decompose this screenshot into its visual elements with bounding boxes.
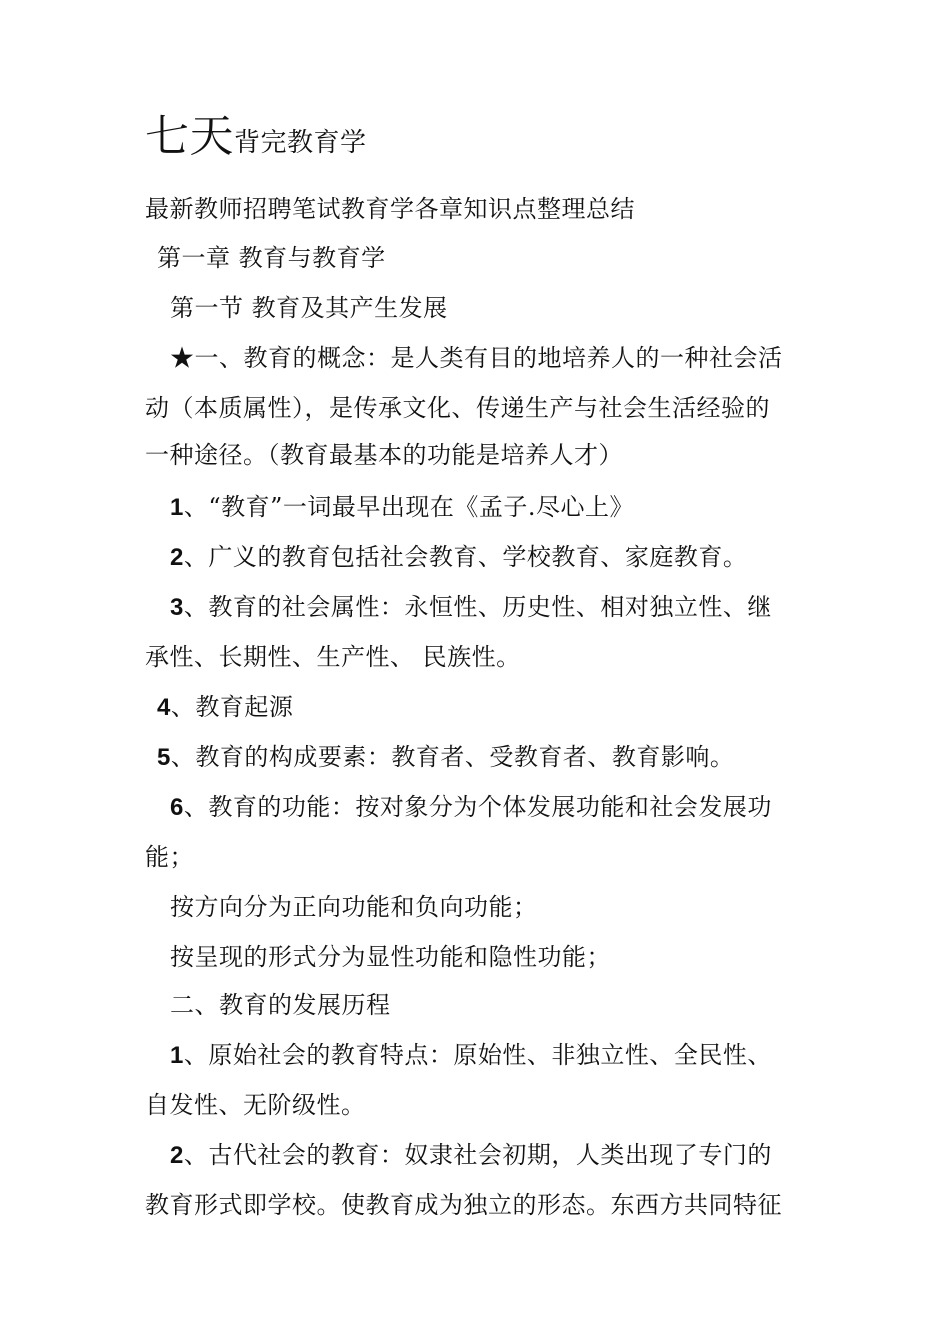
item-text: 、广义的教育包括社会教育、学校教育、家庭教育。 — [183, 543, 748, 571]
list-item-6 — [170, 792, 860, 823]
item-text: 、“教育”一词最早出现在《孟子.尽心上》 — [183, 493, 635, 521]
list-item-6-continuation: 能； — [145, 843, 194, 871]
item-number: 3 — [170, 594, 184, 621]
list-item-3 — [170, 592, 860, 623]
item-text: 、教育起源 — [170, 693, 294, 721]
list-item-4 — [157, 692, 847, 723]
history-heading: 二、教育的发展历程 — [170, 991, 391, 1019]
document-title — [145, 112, 835, 168]
item-number: 1 — [170, 1042, 184, 1069]
section-heading: 第一节 教育及其产生发展 — [170, 294, 448, 322]
item-text: 、教育的社会属性：永恒性、历史性、相对独立性、继 — [183, 593, 772, 621]
item-number: 1 — [170, 494, 184, 521]
item-number: 5 — [157, 744, 171, 771]
item-text: 、教育的功能：按对象分为个体发展功能和社会发展功 — [183, 793, 772, 821]
item-number: 2 — [170, 544, 184, 571]
title-small: 背完教育学 — [234, 128, 367, 158]
chapter-heading: 第一章 教育与教育学 — [157, 244, 386, 272]
function-direction: 按方向分为正向功能和负向功能； — [170, 893, 538, 921]
item-text: 、原始社会的教育特点：原始性、非独立性、全民性、 — [183, 1041, 772, 1069]
title-large: 七天 — [145, 111, 234, 162]
history-item-2-continuation: 教育形式即学校。使教育成为独立的形态。东西方共同特征 — [145, 1191, 782, 1219]
list-item-2 — [170, 542, 860, 573]
function-form: 按呈现的形式分为显性功能和隐性功能； — [170, 943, 611, 971]
concept-line-2: 动（本质属性），是传承文化、传递生产与社会生活经验的 — [145, 394, 770, 422]
list-item-5 — [157, 742, 847, 773]
item-text: 、古代社会的教育：奴隶社会初期，人类出现了专门的 — [183, 1141, 772, 1169]
item-number: 4 — [157, 694, 171, 721]
item-number: 2 — [170, 1142, 184, 1169]
concept-line-3: 一种途径。（教育最基本的功能是培养人才） — [145, 441, 623, 469]
history-item-1 — [170, 1040, 860, 1071]
history-item-2 — [170, 1140, 860, 1171]
list-item-3-continuation: 承性、长期性、生产性、 民族性。 — [145, 643, 521, 671]
concept-line-1: ★一、教育的概念：是人类有目的地培养人的一种社会活 — [170, 344, 783, 372]
history-item-1-continuation: 自发性、无阶级性。 — [145, 1091, 366, 1119]
item-number: 6 — [170, 794, 184, 821]
subtitle: 最新教师招聘笔试教育学各章知识点整理总结 — [145, 195, 635, 223]
item-text: 、教育的构成要素：教育者、受教育者、教育影响。 — [170, 743, 735, 771]
list-item-1 — [170, 492, 860, 523]
